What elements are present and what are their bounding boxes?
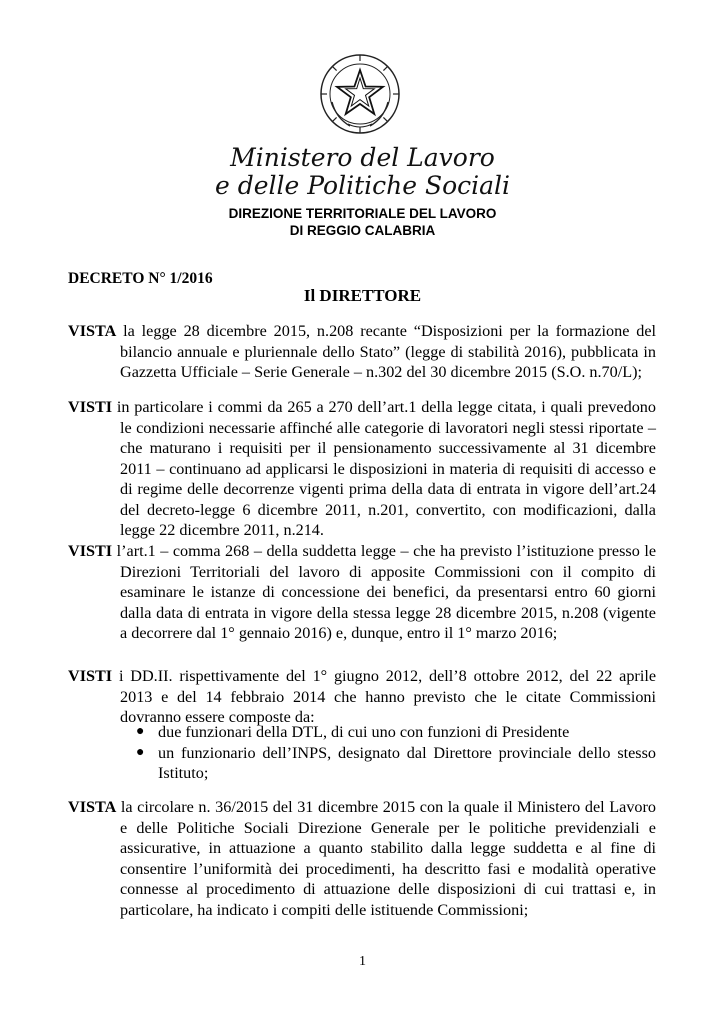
bullet-icon: ●	[136, 724, 145, 739]
decree-title: Il DIRETTORE	[303, 286, 422, 305]
paragraph-keyword: VISTI	[68, 667, 113, 685]
italian-republic-emblem-icon	[318, 52, 402, 136]
ministry-name-line1: Ministero del Lavoro	[230, 143, 495, 172]
paragraph-visti-dd-ii	[68, 666, 656, 728]
paragraph-vista-circolare	[68, 797, 656, 920]
list-item-text: due funzionari della DTL, di cui uno con funzioni di Presidente	[158, 723, 570, 741]
paragraph-keyword: VISTI	[68, 398, 113, 416]
bullet-icon: ●	[136, 744, 145, 760]
page-number: 1	[359, 954, 366, 969]
department-line1: DIREZIONE TERRITORIALE DEL LAVORO	[228, 206, 497, 221]
paragraph-keyword: VISTA	[68, 322, 117, 340]
commission-members-list	[136, 722, 656, 784]
list-item	[136, 743, 656, 784]
decree-number: DECRETO N° 1/2016	[68, 270, 213, 287]
list-item-text: un funzionario dell’INPS, designato dal Direttore provinciale dello stesso Istituto;	[158, 743, 656, 782]
paragraph-text: la legge 28 dicembre 2015, n.208 recante “Disposizioni per la formazione del bilancio annuale e pluriennale dello Stato” (legge di stabilità 2016), pubblicata in Gazzetta Ufficiale – Serie Generale – n.302 del 30 dicembre 2015 (S.O. n.70/L);	[120, 322, 657, 381]
department-line2: DI REGGIO CALABRIA	[289, 223, 436, 238]
ministry-name-line2: e delle Politiche Sociali	[214, 171, 511, 200]
paragraph-keyword: VISTA	[68, 798, 117, 816]
paragraph-visti-commi	[68, 397, 656, 541]
list-item	[136, 722, 656, 743]
paragraph-text: la circolare n. 36/2015 del 31 dicembre 2015 con la quale il Ministero del Lavoro e delle Politiche Sociali Direzione Generale per le politiche previdenziali e assicurative, in attuazione a quanto stabilito dalla legge suddetta e al fine di consentire l’uniformità dei procedimenti, ha descritto fasi e modalità operative connesse al procedimento di attuazione delle disposizioni di cui trattasi e, in particolare, ha indicato i compiti delle istituende Commissioni;	[120, 798, 657, 919]
paragraph-visti-comma-268	[68, 541, 656, 644]
paragraph-text: in particolare i commi da 265 a 270 dell’art.1 della legge citata, i quali prevedono le condizioni necessarie affinché alle categorie di lavoratori negli stessi riportate – che maturano i requisiti per il pensionamento successivamente al 31 dicembre 2011 – continuano ad applicarsi le disposizioni in materia di requisiti di accesso e di regime delle decorrenze vigenti prima della data di entrata in vigore dell’art.24 del decreto-legge 6 dicembre 2011, n.201, convertito, con modificazioni, dalla legge 22 dicembre 2011, n.214.	[116, 398, 656, 539]
paragraph-keyword: VISTI	[68, 542, 113, 560]
paragraph-vista-legge	[68, 321, 656, 383]
paragraph-text: l’art.1 – comma 268 – della suddetta legge – che ha previsto l’istituzione presso le Direzioni Territoriali del lavoro di apposite Commissioni con il compito di esaminare le istanze di concessione dei benefici, da presentarsi entro 60 giorni dalla data di entrata in vigore della stessa legge 28 dicembre 2015, n.208 (vigente a decorrere dal 1° gennaio 2016) e, dunque, entro il 1° marzo 2016;	[116, 542, 657, 642]
paragraph-text: i DD.II. rispettivamente del 1° giugno 2012, dell’8 ottobre 2012, del 22 aprile 2013 e del 14 febbraio 2014 che hanno previsto che le citate Commissioni dovranno essere composte da:	[118, 667, 657, 726]
